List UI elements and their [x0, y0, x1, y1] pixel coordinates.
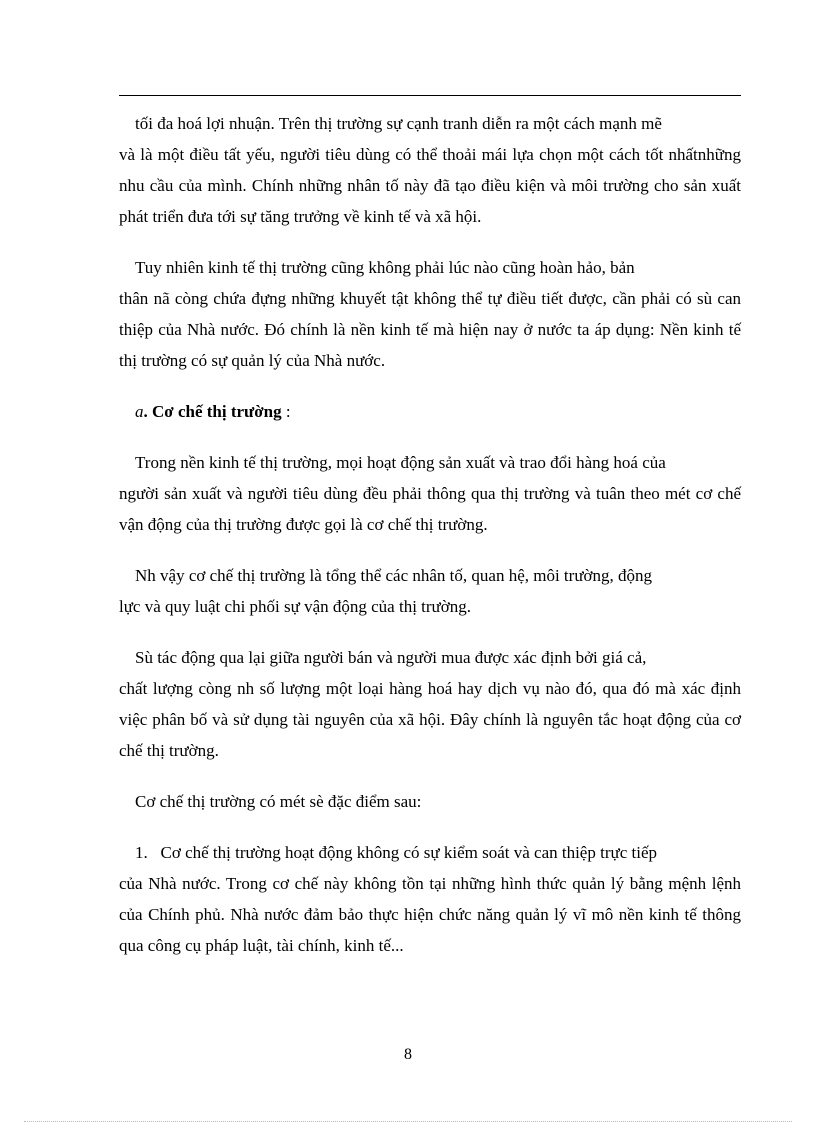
- paragraph-5-continuation: chất lượng còng nh số lượng một loại hàng hoá hay dịch vụ nào đó, qua đó mà xác định việc phân bố và sử dụng tài nguyên của xã hội. Đây chính là nguyên tắc hoạt động của cơ chế thị trường.: [119, 679, 741, 760]
- paragraph-3: [119, 447, 741, 540]
- list-item-number: 1.: [135, 843, 148, 862]
- paragraph-1: [119, 108, 741, 232]
- paragraph-1-continuation: và là một điều tất yếu, người tiêu dùng có thể thoải mái lựa chọn một cách tốt nhấtnhững nhu cầu của mình. Chính những nhân tố này đã tạo điều kiện và môi trường cho sản xuất phát triển đưa tới sự tăng trưởng về kinh tế và xã hội.: [119, 145, 741, 226]
- paragraph-5-first-line: Sù tác động qua lại giữa người bán và người mua được xác định bởi giá cả,: [135, 648, 647, 667]
- header-rule: [119, 95, 741, 96]
- paragraph-4: [119, 560, 741, 622]
- paragraph-2: [119, 252, 741, 376]
- section-heading-letter: a: [135, 402, 144, 421]
- paragraph-2-continuation: thân nã còng chứa đựng những khuyết tật không thể tự điều tiết được, cần phải có sù can thiệp của Nhà nước. Đó chính là nền kinh tế mà hiện nay ở nước ta áp dụng: Nền kinh tế thị trường có sự quản lý của Nhà nước.: [119, 289, 741, 370]
- page-body: [119, 108, 741, 981]
- paragraph-5: [119, 642, 741, 766]
- paragraph-1-first-line: tối đa hoá lợi nhuận. Trên thị trường sự cạnh tranh diễn ra một cách mạnh mẽ: [135, 114, 662, 133]
- paragraph-3-continuation: người sản xuất và người tiêu dùng đều phải thông qua thị trường và tuân theo mét cơ chế vận động của thị trường được gọi là cơ chế thị trường.: [119, 484, 741, 534]
- list-item-1: [119, 837, 741, 961]
- paragraph-4-first-line: Nh vậy cơ chế thị trường là tổng thể các nhân tố, quan hệ, môi trường, động: [135, 566, 653, 585]
- paragraph-3-first-line: Trong nền kinh tế thị trường, mọi hoạt động sản xuất và trao đổi hàng hoá của: [135, 453, 666, 472]
- section-heading: [135, 396, 741, 427]
- section-heading-suffix: :: [281, 402, 291, 421]
- paragraph-6-text: Cơ chế thị trường có mét sè đặc điểm sau:: [135, 792, 422, 811]
- list-item-first-line: Cơ chế thị trường hoạt động không có sự kiểm soát và can thiệp trực tiếp: [160, 843, 657, 862]
- paragraph-6: [135, 786, 741, 817]
- page-number: 8: [404, 1046, 412, 1063]
- section-heading-title: . Cơ chế thị trường: [143, 402, 282, 421]
- list-item-continuation: của Nhà nước. Trong cơ chế này không tồn tại những hình thức quản lý bằng mệnh lệnh của Chính phủ. Nhà nước đảm bảo thực hiện chức năng quản lý vĩ mô nền kinh tế thông qua công cụ pháp luật, tài chính, kinh tế...: [119, 874, 741, 955]
- paragraph-4-continuation: lực và quy luật chi phối sự vận động của thị trường.: [119, 597, 472, 616]
- page-bottom-border: [24, 1121, 792, 1122]
- paragraph-2-first-line: Tuy nhiên kinh tế thị trường cũng không phải lúc nào cũng hoàn hảo, bản: [135, 258, 635, 277]
